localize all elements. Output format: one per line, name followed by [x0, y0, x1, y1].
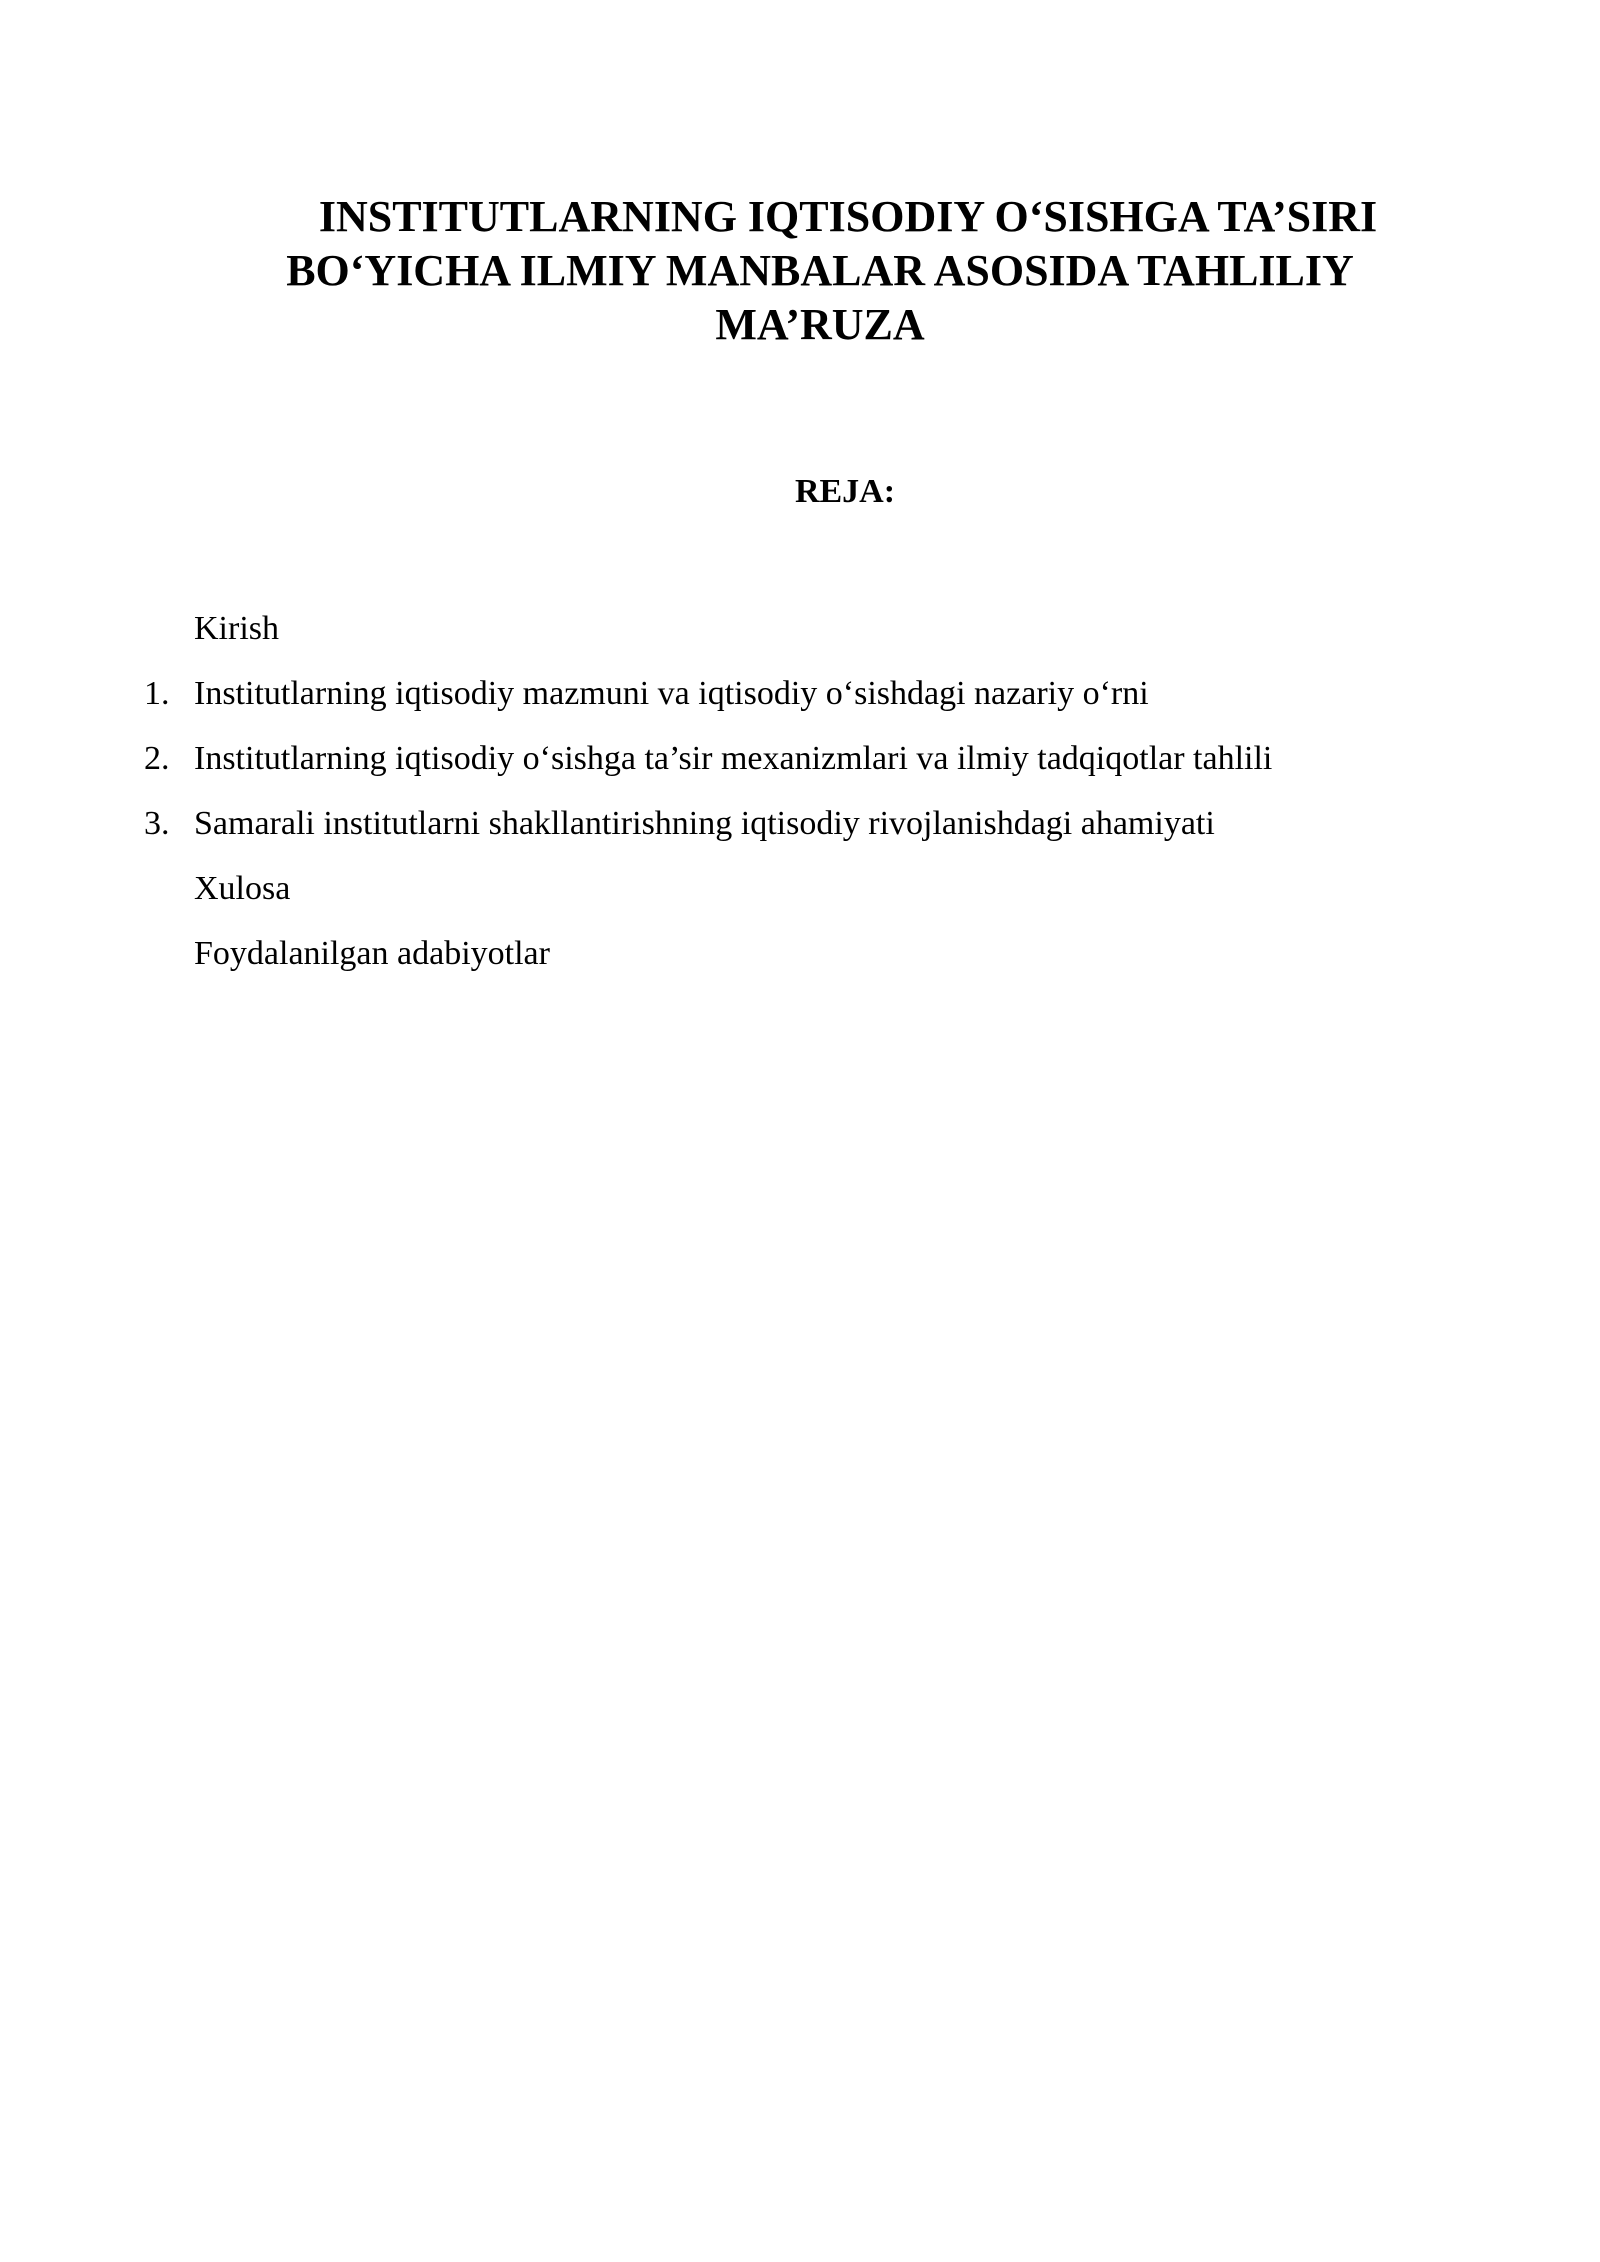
- plan-item-text: Foydalanilgan adabiyotlar: [194, 935, 550, 972]
- plan-item-references: [140, 921, 1440, 986]
- plan-item-3: [140, 791, 1440, 856]
- plan-heading: REJA:: [794, 473, 896, 510]
- plan-item-text: Institutlarning iqtisodiy o‘sishga ta’sir mexanizmlari va ilmiy tadqiqotlar tahlili: [194, 740, 1273, 777]
- plan-item-text: Xulosa: [194, 870, 291, 907]
- plan-item-1: [140, 661, 1440, 726]
- plan-item-number: 1.: [144, 675, 170, 712]
- plan-item-text: Institutlarning iqtisodiy mazmuni va iqtisodiy o‘sishdagi nazariy o‘rni: [194, 675, 1149, 712]
- plan-item-2: [140, 726, 1440, 791]
- plan-item-number: 2.: [144, 740, 170, 777]
- plan-item-conclusion: [140, 856, 1440, 921]
- plan-item-number: 3.: [144, 805, 170, 842]
- plan-item-text: Samarali institutlarni shakllantirishning iqtisodiy rivojlanishdagi ahamiyati: [194, 805, 1215, 842]
- plan-item-text: Kirish: [194, 610, 279, 647]
- document-title: INSTITUTLARNING IQTISODIY O‘SISHGA TA’SIRI BO‘YICHA ILMIY MANBALAR ASOSIDA TAHLILIY MA’RUZA: [286, 192, 1378, 349]
- plan-item-introduction: [140, 596, 1440, 661]
- plan-list: [140, 596, 1440, 986]
